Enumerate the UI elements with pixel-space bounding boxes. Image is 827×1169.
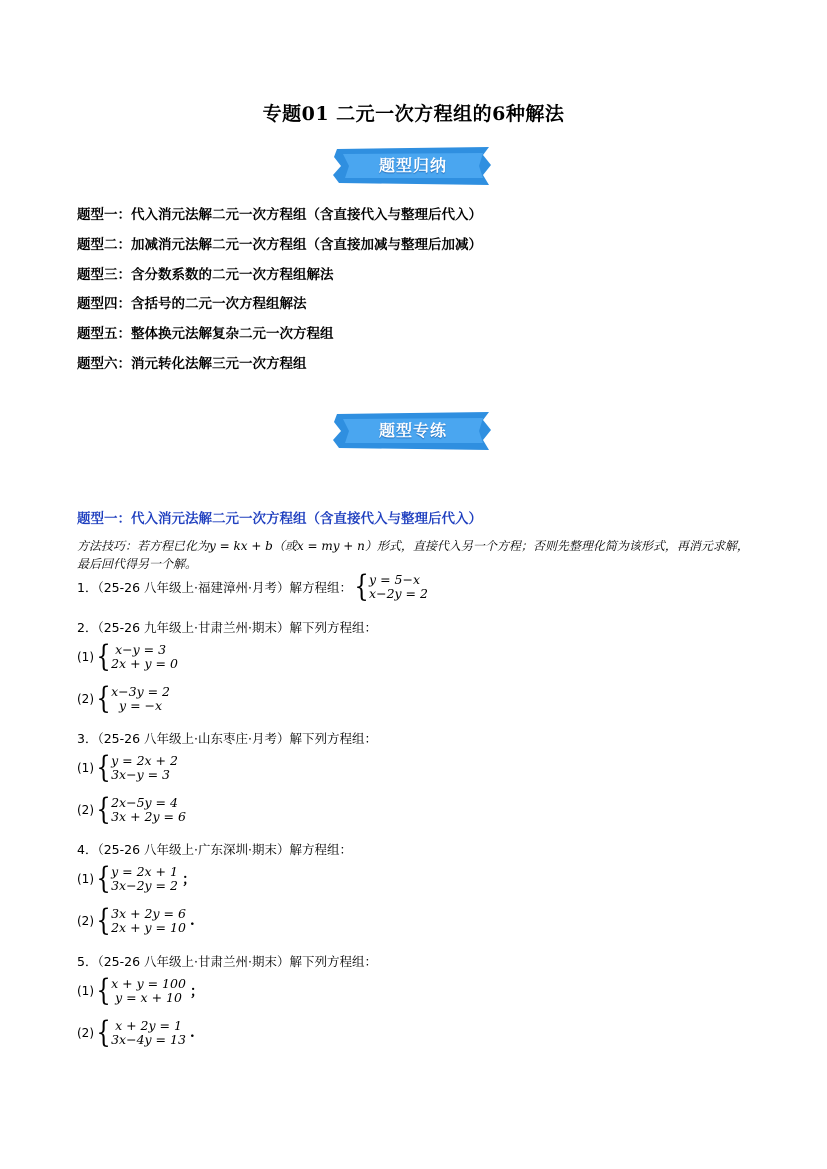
part-number: (2) bbox=[77, 692, 94, 706]
equation: 3x + 2y = 6 bbox=[111, 906, 186, 921]
brace-symbol: { bbox=[96, 681, 111, 716]
question-2-part-2 bbox=[77, 681, 171, 716]
equation: y = 2x + 2 bbox=[111, 753, 178, 768]
equation: 3x + 2y = 6 bbox=[111, 809, 186, 824]
part-number: (1) bbox=[77, 984, 94, 998]
page-title: 专题01 二元一次方程组的6种解法 bbox=[262, 103, 565, 125]
equation-system bbox=[111, 865, 178, 893]
equation-system bbox=[111, 685, 170, 713]
toc-item-4: 题型四：含括号的二元一次方程组解法 bbox=[77, 296, 307, 312]
part-number: (1) bbox=[77, 872, 94, 886]
part-number: (1) bbox=[77, 650, 94, 664]
question-5-part-2 bbox=[77, 1015, 195, 1050]
equation: y = 2x + 1 bbox=[111, 864, 178, 879]
toc-item-1: 题型一：代入消元法解二元一次方程组（含直接代入与整理后代入） bbox=[77, 207, 482, 223]
toc-item-2: 题型二：加减消元法解二元一次方程组（含直接加减与整理后加减） bbox=[77, 237, 482, 253]
question-4-part-2 bbox=[77, 903, 195, 938]
brace-symbol: { bbox=[96, 792, 111, 827]
banner-practice bbox=[333, 410, 493, 452]
punctuation: ； bbox=[189, 984, 204, 1000]
method-tip: 方法技巧：若方程已化为y = kx + b（或x = my + n）形式，直接代入另一个方程；否则先整理化简为该形式，再消元求解，最后回代得另一个解。 bbox=[77, 539, 749, 571]
question-5-text: 5．（25-26 八年级上·甘肃兰州·期末）解下列方程组： bbox=[77, 954, 377, 969]
question-2-text: 2．（25-26 九年级上·甘肃兰州·期末）解下列方程组： bbox=[77, 620, 377, 635]
question-2-part-1 bbox=[77, 639, 178, 674]
equation: 2x−5y = 4 bbox=[111, 795, 178, 810]
equation: y = x + 10 bbox=[111, 990, 182, 1005]
equation: 2x + y = 0 bbox=[111, 656, 178, 671]
punctuation: . bbox=[189, 913, 195, 929]
equation: 2x + y = 10 bbox=[111, 920, 186, 935]
equation: 3x−4y = 13 bbox=[111, 1032, 186, 1047]
banner-practice-label: 题型专练 bbox=[378, 421, 447, 440]
equation: 3x−2y = 2 bbox=[111, 878, 178, 893]
equation: y = −x bbox=[111, 698, 163, 713]
section-heading: 题型一：代入消元法解二元一次方程组（含直接代入与整理后代入） bbox=[77, 511, 482, 527]
toc-item-5: 题型五：整体换元法解复杂二元一次方程组 bbox=[77, 326, 334, 342]
brace-symbol: { bbox=[96, 903, 111, 938]
question-3-part-2 bbox=[77, 792, 186, 827]
equation-system bbox=[111, 907, 186, 935]
question-5-part-1 bbox=[77, 973, 204, 1008]
question-3-text: 3．（25-26 八年级上·山东枣庄·月考）解下列方程组： bbox=[77, 731, 377, 746]
part-number: (2) bbox=[77, 914, 94, 928]
equation: x + y = 100 bbox=[111, 976, 186, 991]
part-number: (1) bbox=[77, 761, 94, 775]
equation-system bbox=[111, 643, 178, 671]
brace-symbol: { bbox=[354, 569, 369, 604]
punctuation: . bbox=[189, 1025, 195, 1041]
equation: x + 2y = 1 bbox=[111, 1018, 182, 1033]
equation: x−y = 3 bbox=[111, 642, 167, 657]
brace-symbol: { bbox=[96, 861, 111, 896]
question-4-part-1 bbox=[77, 861, 196, 896]
equation: x−2y = 2 bbox=[369, 586, 428, 601]
brace-symbol: { bbox=[96, 1015, 111, 1050]
part-number: (2) bbox=[77, 803, 94, 817]
toc-item-3: 题型三：含分数系数的二元一次方程组解法 bbox=[77, 267, 334, 283]
brace-symbol: { bbox=[96, 639, 111, 674]
banner-summary-label: 题型归纳 bbox=[378, 156, 447, 175]
equation-system bbox=[111, 1019, 186, 1047]
part-number: (2) bbox=[77, 1026, 94, 1040]
question-4-text: 4．（25-26 八年级上·广东深圳·期末）解方程组： bbox=[77, 842, 352, 857]
equation: 3x−y = 3 bbox=[111, 767, 171, 782]
equation-system bbox=[111, 754, 178, 782]
equation: y = 5−x bbox=[369, 572, 421, 587]
banner-summary bbox=[333, 145, 493, 187]
equation-system bbox=[111, 796, 186, 824]
equation-system bbox=[111, 977, 186, 1005]
question-3-part-1 bbox=[77, 750, 178, 785]
question-text: 1．（25-26 八年级上·福建漳州·月考）解方程组： bbox=[77, 580, 352, 595]
brace-symbol: { bbox=[96, 750, 111, 785]
equation-system bbox=[369, 573, 428, 601]
punctuation: ； bbox=[181, 872, 196, 888]
toc-item-6: 题型六：消元转化法解三元一次方程组 bbox=[77, 356, 307, 372]
question-1 bbox=[77, 569, 428, 604]
brace-symbol: { bbox=[96, 973, 111, 1008]
equation: x−3y = 2 bbox=[111, 684, 171, 699]
